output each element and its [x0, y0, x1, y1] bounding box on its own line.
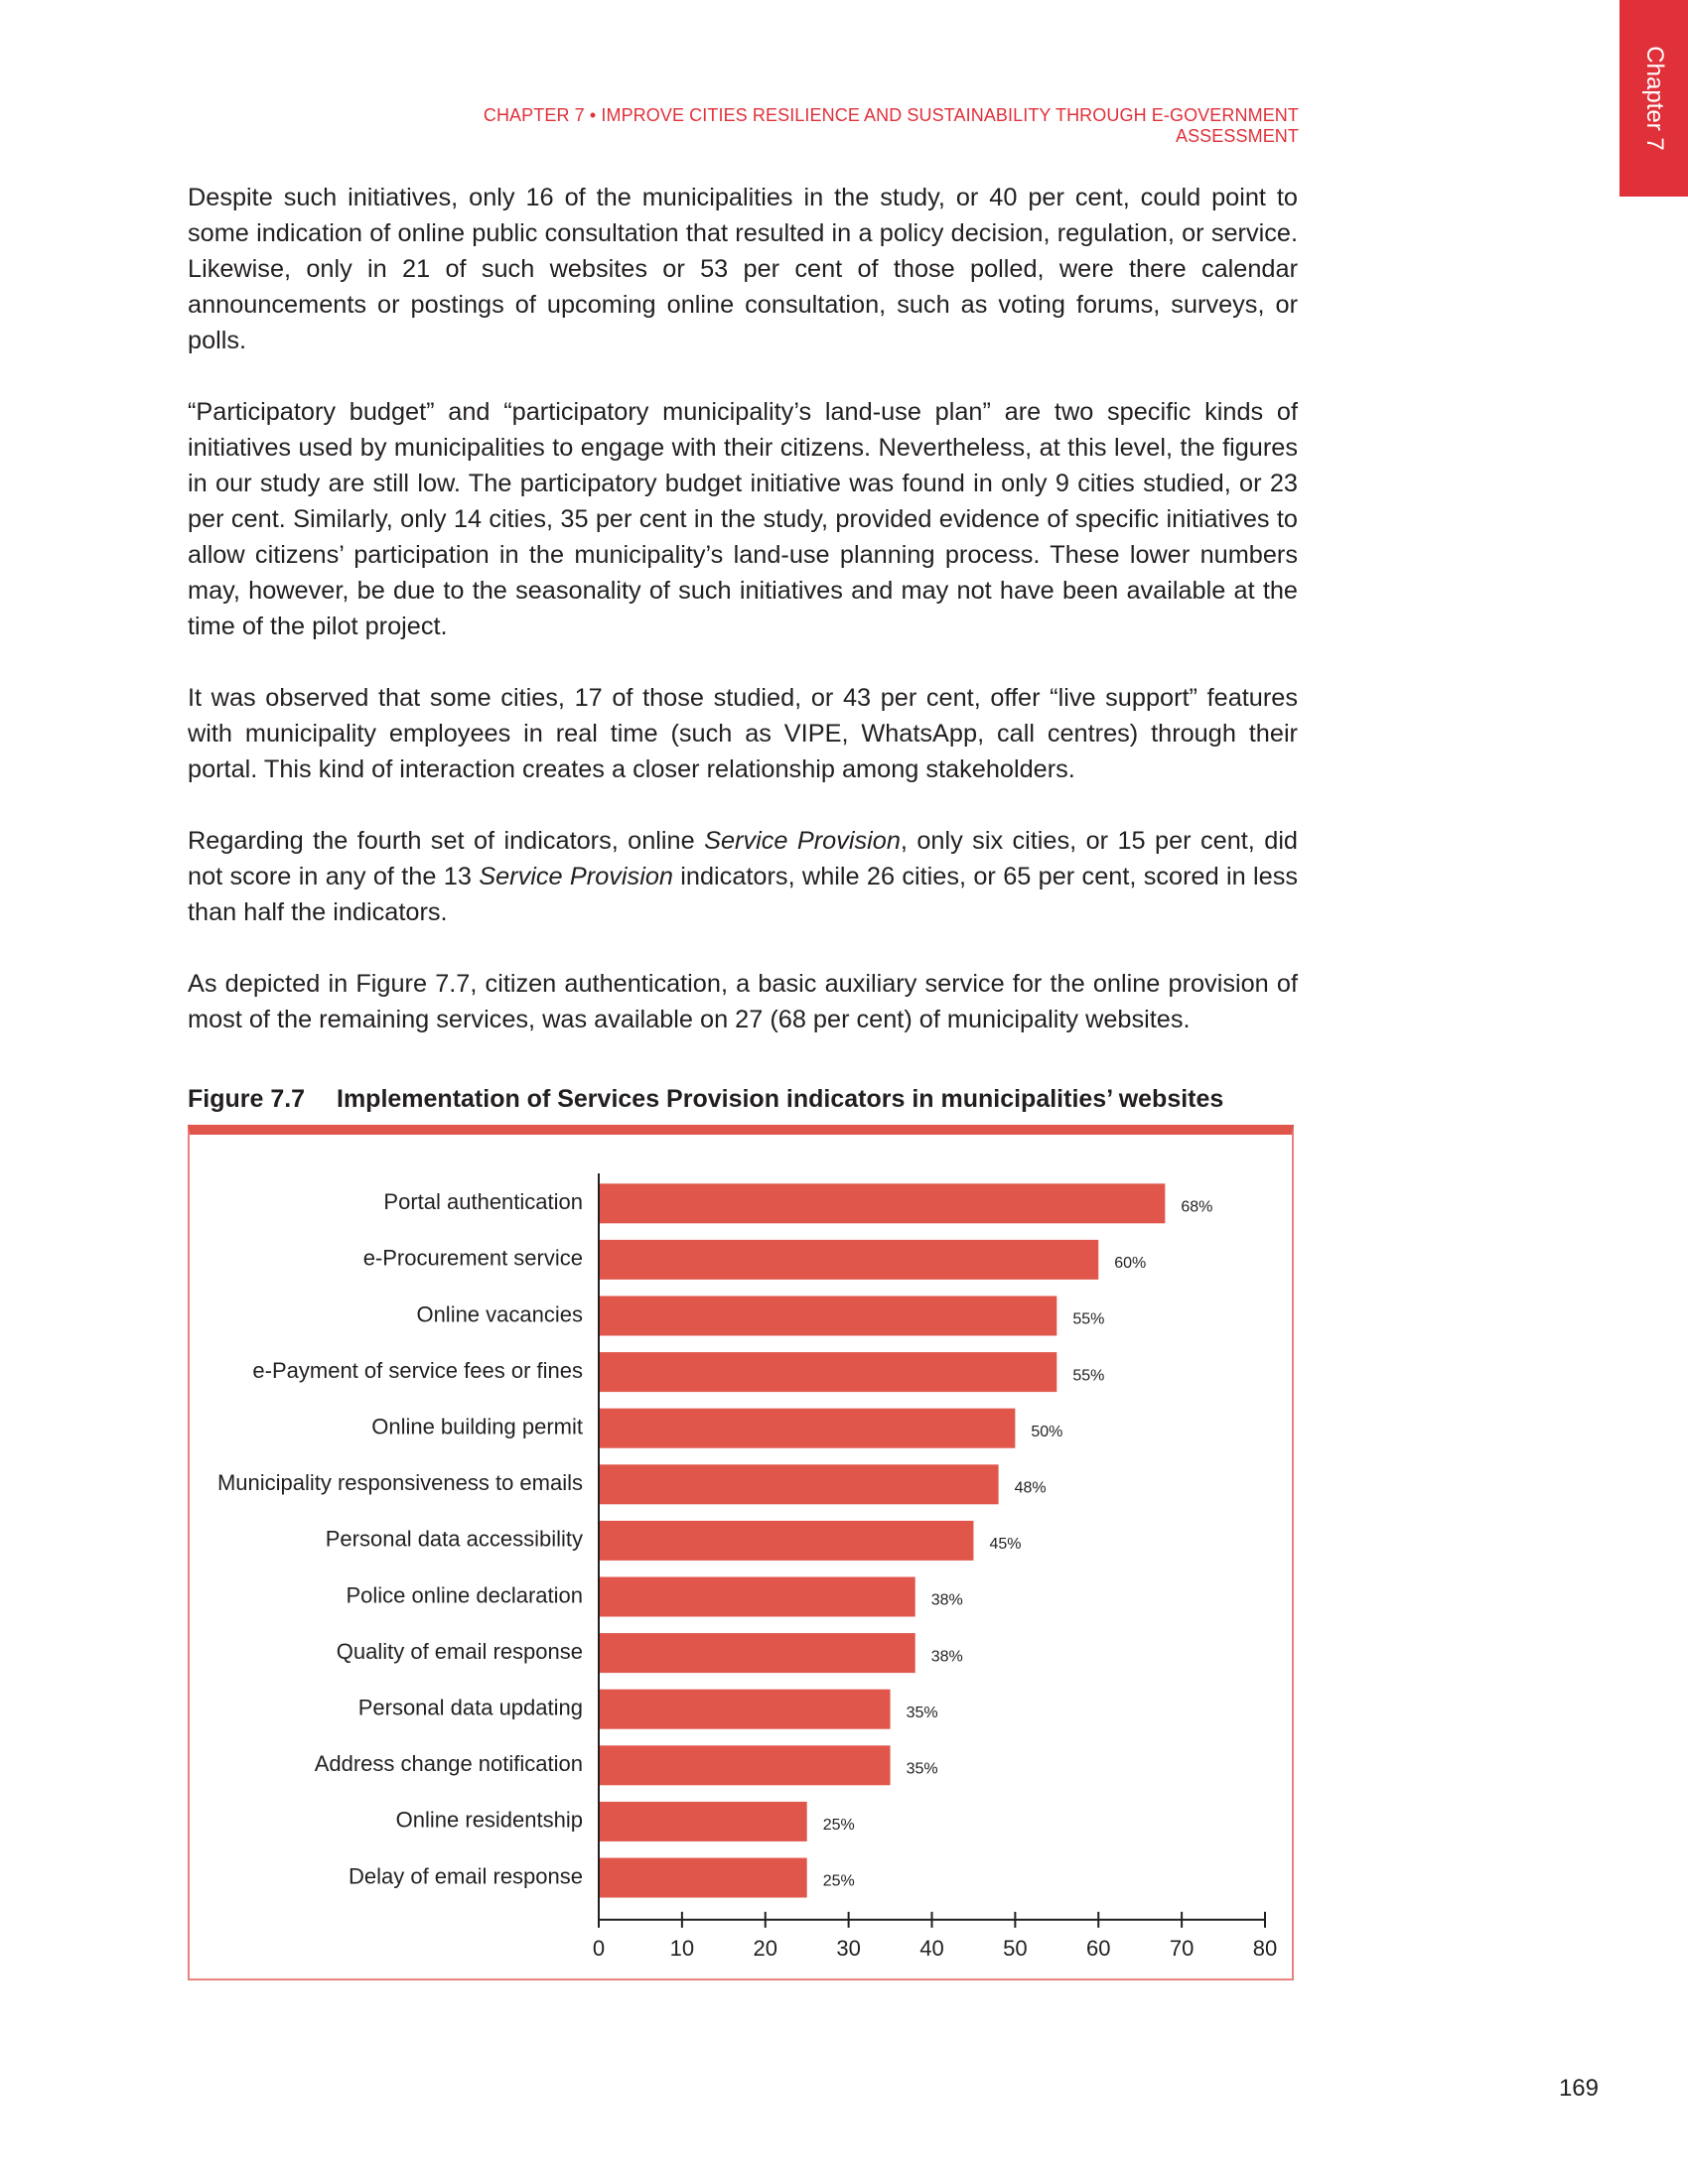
- bar: [599, 1858, 807, 1898]
- running-head: CHAPTER 7 • IMPROVE CITIES RESILIENCE AND SUSTAINABILITY THROUGH E-GOVERNMENT ASSESSMENT: [483, 105, 1299, 146]
- service-provision-term: Service Provision: [704, 827, 901, 855]
- bar: [599, 1690, 891, 1729]
- category-label: Portal authentication: [383, 1189, 583, 1215]
- figure-caption: [188, 1085, 1298, 1114]
- figure-title: Implementation of Services Provision indicators in municipalities’ websites: [337, 1085, 1224, 1113]
- figure-frame: [188, 1125, 1294, 1980]
- category-label: e-Procurement service: [362, 1245, 583, 1271]
- category-label: Personal data accessibility: [325, 1526, 583, 1552]
- paragraph-5: As depicted in Figure 7.7, citizen authentication, a basic auxiliary service for the online provision of most of the remaining services, was available on 27 (68 per cent) of municipality websites.: [188, 970, 1298, 1033]
- data-label: 55%: [1072, 1367, 1105, 1385]
- x-tick-label: 20: [753, 1935, 777, 1961]
- data-label: 38%: [930, 1648, 963, 1666]
- paragraph-1: Despite such initiatives, only 16 of the municipalities in the study, or 40 per cent, could point to some indication of online public consultation that resulted in a policy decision, regulation, or service. Likewise, only in 21 of such websites or 53 per cent of those polled, were there calendar announcements or postings of upcoming online consultation, such as voting forums, surveys, or polls.: [188, 184, 1298, 354]
- data-label: 55%: [1072, 1310, 1105, 1328]
- data-label: 50%: [1031, 1423, 1063, 1440]
- x-tick-label: 60: [1086, 1935, 1111, 1961]
- data-label: 35%: [906, 1704, 938, 1721]
- bar: [599, 1745, 891, 1785]
- x-tick-label: 10: [669, 1935, 695, 1961]
- category-label: Address change notification: [314, 1751, 583, 1777]
- x-tick-label: 50: [1003, 1935, 1028, 1961]
- data-label: 25%: [822, 1872, 855, 1890]
- data-label: 68%: [1181, 1198, 1213, 1216]
- bar: [599, 1521, 973, 1561]
- chapter-tab: [1619, 0, 1688, 197]
- bar: [599, 1464, 999, 1504]
- category-label: Police online declaration: [346, 1582, 583, 1608]
- bar: [599, 1633, 915, 1673]
- category-label: Delay of email response: [348, 1863, 583, 1889]
- paragraph-4-part-c: indicators, while 26 cities, or 65 per cent, scored in less than half the indicators.: [188, 863, 1298, 926]
- chapter-tab-label: Chapter 7: [1640, 46, 1668, 151]
- paragraph-4-part-b: , only six cities, or 15 per cent, did not score in any of the 13: [188, 827, 1299, 890]
- bar: [599, 1352, 1056, 1392]
- data-label: 35%: [906, 1760, 938, 1778]
- x-tick-label: 70: [1169, 1935, 1195, 1961]
- x-tick-label: 40: [919, 1935, 944, 1961]
- bar: [599, 1409, 1015, 1448]
- figure-number: Figure 7.7: [188, 1085, 306, 1113]
- paragraph-4-part-a: Regarding the fourth set of indicators, online: [188, 827, 705, 855]
- category-label: Online building permit: [371, 1414, 583, 1439]
- paragraph-4: [188, 823, 1298, 930]
- category-label: Quality of email response: [336, 1638, 583, 1664]
- paragraph-2: “Participatory budget” and “participatory municipality’s land-use plan” are two specific kinds of initiatives used by municipalities to engage with their citizens. Nevertheless, at this level, the figures in our study are still low. The participatory budget initiative was found in only 9 cities studied, or 23 per cent. Similarly, only 14 cities, 35 per cent in the study, provided evidence of specific initiatives to allow citizens’ participation in the municipality’s land-use planning process. These lower numbers may, however, be due to the seasonality of such initiatives and may not have been available at the time of the pilot project.: [188, 398, 1298, 640]
- bar: [599, 1240, 1098, 1280]
- service-provision-term: Service Provision: [479, 863, 673, 890]
- data-label: 25%: [822, 1817, 855, 1835]
- page-number: 169: [1558, 2075, 1599, 2102]
- data-label: 45%: [989, 1536, 1022, 1554]
- category-label: Municipality responsiveness to emails: [216, 1470, 583, 1496]
- category-label: Personal data updating: [357, 1695, 583, 1720]
- x-tick-label: 0: [592, 1935, 606, 1961]
- category-label: Online vacancies: [416, 1301, 583, 1327]
- bar: [599, 1577, 915, 1617]
- bar: [599, 1802, 807, 1842]
- data-label: 38%: [930, 1591, 963, 1609]
- body-text: [188, 180, 1298, 1073]
- x-tick-label: 80: [1252, 1935, 1278, 1961]
- data-label: 48%: [1014, 1479, 1047, 1497]
- category-label: e-Payment of service fees or fines: [252, 1357, 583, 1383]
- bar-chart: [190, 1135, 1292, 1979]
- category-label: Online residentship: [395, 1807, 583, 1833]
- data-label: 60%: [1114, 1255, 1147, 1273]
- bar: [599, 1183, 1165, 1223]
- bar: [599, 1297, 1056, 1336]
- x-tick-label: 30: [836, 1935, 861, 1961]
- paragraph-3: It was observed that some cities, 17 of those studied, or 43 per cent, offer “live support” features with municipality employees in real time (such as VIPE, WhatsApp, call centres) through their portal. This kind of interaction creates a closer relationship among stakeholders.: [188, 684, 1298, 783]
